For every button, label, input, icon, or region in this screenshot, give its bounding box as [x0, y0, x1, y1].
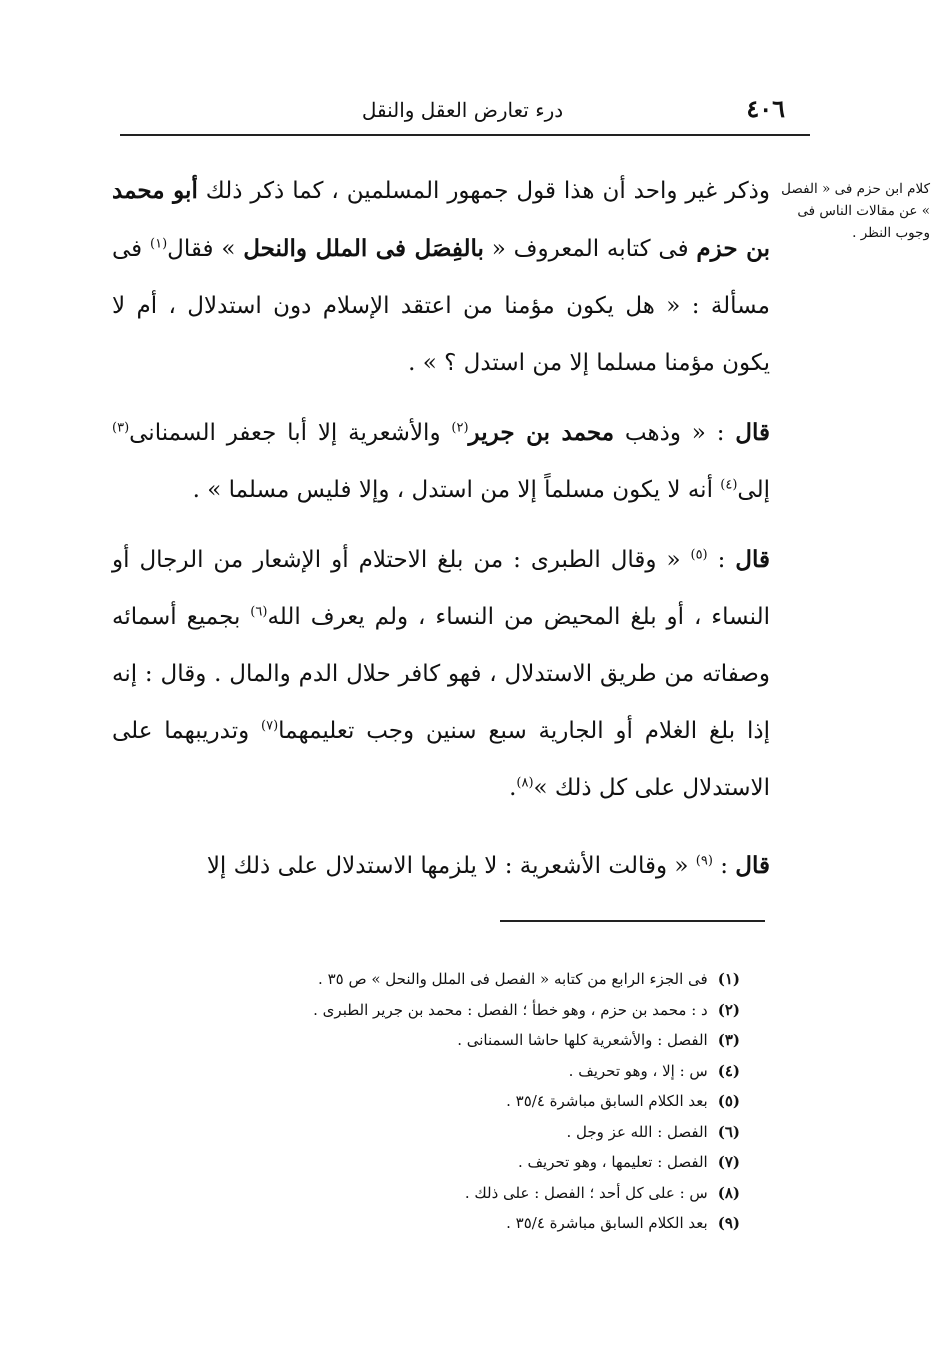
footnote — [150, 1147, 740, 1178]
footnote-ref: (٦) — [250, 604, 268, 620]
footnote-ref: (٥) — [690, 547, 708, 563]
bold-qala: قال — [735, 852, 770, 879]
footnote-ref: (٤) — [720, 477, 738, 493]
footnote-rule — [500, 920, 765, 922]
footnote-number: (٧) — [717, 1153, 740, 1171]
text-run: « وقال الطبرى : من بلغ الاحتلام أو الإشعار من الرجال أو النساء ، أو بلغ المحيض من النساء ، ولم يعرف الله — [112, 547, 770, 630]
footnote-text: س : على كل أحد ؛ الفصل : على ذلك . — [464, 1183, 708, 1202]
footnote — [150, 1117, 740, 1148]
text-run: : — [712, 853, 736, 879]
running-title: درء تعارض العقل والنقل — [361, 98, 564, 122]
book-title: بالفِصَل فى الملل والنحل — [243, 235, 484, 262]
footnote-number: (٥) — [717, 1092, 740, 1110]
text-run: إلى — [737, 477, 770, 503]
footnote-number: (٦) — [717, 1122, 740, 1141]
text-run: . — [509, 775, 517, 801]
paragraph — [112, 531, 770, 817]
footnote — [150, 1056, 740, 1087]
header-rule — [120, 134, 810, 136]
footnote — [150, 1178, 740, 1209]
footnote-number: (٣) — [717, 1031, 740, 1049]
footnote-number: (٤) — [717, 1061, 740, 1080]
page-header — [140, 94, 785, 134]
text-run: فى مسألة : « هل يكون مؤمنا من اعتقد الإسلام دون استدلال ، أم لا يكون مؤمنا مسلما إلا من استدل ؟ » . — [112, 236, 770, 376]
text-run: : « وذهب — [614, 420, 736, 446]
text-run: » فقال — [167, 236, 244, 262]
margin-note: كلام ابن حزم فى « الفصل » عن مقالات الناس فى وجوب النظر . — [781, 181, 930, 241]
text-run: فى كتابه المعروف « — [483, 236, 697, 262]
main-text — [112, 162, 770, 907]
footnote-ref: (٨) — [516, 775, 534, 791]
footnote-number: (٢) — [717, 1000, 740, 1019]
footnote-ref: (٢) — [451, 420, 469, 436]
footnote — [150, 964, 740, 995]
footnote-text: س : إلا ، وهو تحريف . — [568, 1061, 708, 1080]
footnote-text: بعد الكلام السابق مباشرة ٣٥/٤ . — [506, 1214, 708, 1232]
text-run: أنه لا يكون مسلماً إلا من استدل ، وإلا فليس مسلما » . — [192, 477, 721, 503]
text-run: وذكر غير واحد أن هذا قول جمهور المسلمين ، كما ذكر ذلك — [197, 178, 771, 204]
footnote — [150, 1086, 740, 1117]
footnote-ref: (٧) — [261, 718, 279, 734]
text-run: وتدريبهما على الاستدلال على كل ذلك » — [112, 718, 770, 801]
page-number: ٤٠٦ — [746, 94, 785, 123]
footnote-number: (٩) — [717, 1214, 740, 1232]
footnote-number: (١) — [717, 970, 740, 988]
paragraph — [112, 162, 770, 392]
footnote-text: د : محمد بن حزم ، وهو خطأ ؛ الفصل : محمد بن جرير الطبرى . — [313, 1000, 708, 1019]
footnote-text: الفصل : تعليمها ، وهو تحريف . — [517, 1153, 708, 1171]
footnote-ref: (٩) — [695, 853, 713, 869]
paragraph — [112, 404, 770, 519]
bold-qala: قال — [735, 546, 770, 573]
footnote — [150, 995, 740, 1026]
footnote-text: فى الجزء الرابع من كتابه « الفصل فى الملل والنحل » ص ٣٥ . — [318, 970, 708, 988]
text-run: والأشعرية إلا أبا جعفر السمنانى — [129, 420, 452, 446]
footnote — [150, 1208, 740, 1239]
footnote-ref: (٣) — [112, 420, 130, 436]
bold-name: أبو محمد بن حزم — [112, 177, 771, 262]
text-run: بجميع أسمائه وصفاته من طريق الاستدلال ، فهو كافر حلال الدم والمال . وقال : إنه إذا بلغ الغلام أو الجارية سبع سنين وجب تعليمهما — [112, 604, 770, 744]
footnote-text: الفصل : والأشعرية كلها حاشا السمنانى . — [457, 1031, 708, 1049]
bold-qala: قال — [735, 419, 770, 446]
footnote — [150, 1025, 740, 1056]
footnote-ref: (١) — [150, 236, 168, 252]
bold-name: محمد بن جرير — [468, 419, 615, 446]
text-run: « وقالت الأشعرية : لا يلزمها الاستدلال على ذلك إلا — [206, 853, 696, 879]
footnotes — [150, 964, 740, 1239]
text-run: : — [707, 547, 736, 573]
footnote-text: بعد الكلام السابق مباشرة ٣٥/٤ . — [506, 1092, 708, 1110]
footnote-text: الفصل : الله عز وجل . — [566, 1122, 708, 1141]
paragraph — [112, 837, 770, 895]
footnote-number: (٨) — [717, 1183, 740, 1202]
